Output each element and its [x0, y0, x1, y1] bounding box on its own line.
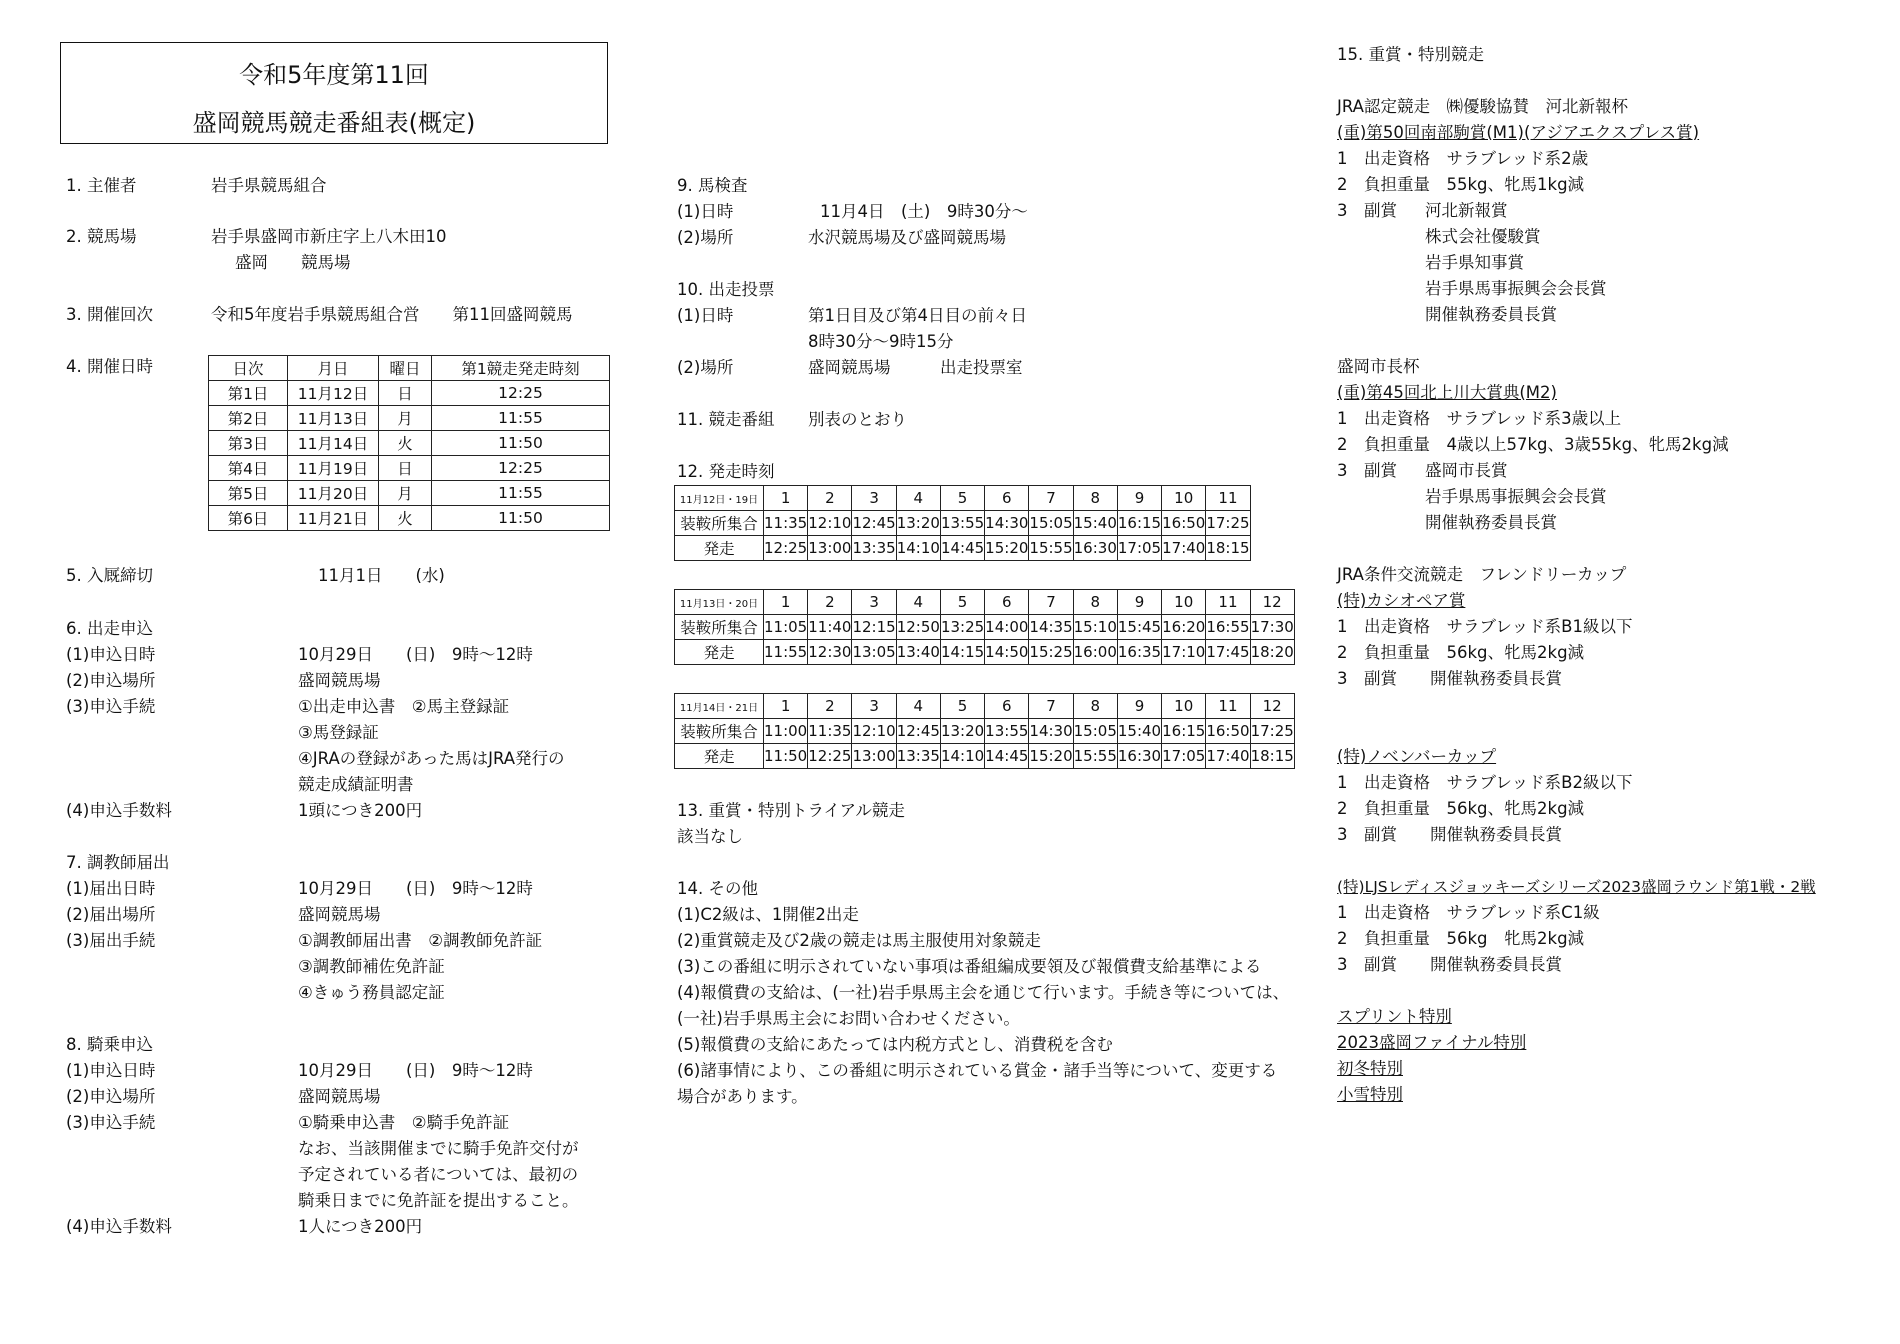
race-number: 1: [764, 486, 808, 511]
race-number: 11: [1206, 694, 1250, 719]
section-8-r3-value-3: 予定されている者については、最初の: [298, 1165, 579, 1184]
section-8-label: 8. 騎乗申込: [66, 1035, 153, 1054]
race-number: 9: [1117, 694, 1161, 719]
schedule-cell: 11月19日: [288, 456, 379, 481]
race-number: 6: [985, 590, 1029, 615]
start-time: 13:00: [808, 536, 852, 561]
gather-time: 12:10: [808, 511, 852, 536]
section-8-r3-value-1: ①騎乗申込書 ②騎手免許証: [298, 1113, 510, 1132]
race-number: 5: [940, 486, 984, 511]
start-time: 15:20: [985, 536, 1029, 561]
race-3-qualification: 1 出走資格 サラブレッド系B1級以下: [1337, 617, 1633, 636]
section-6-r1-label: (1)申込日時: [66, 645, 156, 664]
race-2-name: (重)第45回北上川大賞典(M2): [1337, 383, 1557, 402]
section-13-value: 該当なし: [677, 827, 743, 846]
section-6-r3-value-2: ③馬登録証: [298, 723, 379, 742]
section-7-label: 7. 調教師届出: [66, 853, 170, 872]
section-7-r1-value: 10月29日 (日) 9時～12時: [298, 879, 533, 898]
schedule-cell: 11:50: [432, 506, 610, 531]
gather-time: 12:50: [896, 615, 940, 640]
race-4-prize: 3 副賞 開催執務委員長賞: [1337, 825, 1562, 844]
gather-time-row: [675, 719, 1295, 744]
gather-time: 11:35: [764, 511, 808, 536]
section-3-label: 3. 開催回次: [66, 305, 153, 324]
section-9-label: 9. 馬検査: [677, 176, 748, 195]
gather-time: 15:45: [1117, 615, 1161, 640]
gather-time: 14:00: [985, 615, 1029, 640]
gather-time: 15:10: [1073, 615, 1117, 640]
gather-time: 11:40: [808, 615, 852, 640]
schedule-table: [208, 355, 610, 531]
schedule-row: [209, 481, 610, 506]
race-3-name: (特)カシオペア賞: [1337, 591, 1466, 610]
race-1-prize-5: 開催執務委員長賞: [1425, 305, 1557, 324]
schedule-cell: 11:55: [432, 406, 610, 431]
section-6-r1-value: 10月29日 (日) 9時～12時: [298, 645, 533, 664]
gather-time: 14:30: [985, 511, 1029, 536]
schedule-cell: 火: [379, 506, 432, 531]
race-2-prize-2: 岩手県馬事振興会会長賞: [1425, 487, 1607, 506]
section-14-line-4: (4)報償費の支給は、(一社)岩手県馬主会を通じて行います。手続き等については、: [677, 983, 1290, 1002]
start-time: 18:15: [1206, 536, 1250, 561]
section-5-label: 5. 入厩締切: [66, 566, 153, 585]
race-number: 10: [1162, 486, 1206, 511]
schedule-cell: 第4日: [209, 456, 288, 481]
schedule-cell: 12:25: [432, 381, 610, 406]
gather-label: 装鞍所集合: [675, 719, 764, 744]
gather-time: 14:35: [1029, 615, 1073, 640]
gather-time: 16:15: [1162, 719, 1206, 744]
race-number: 6: [985, 694, 1029, 719]
section-10-r2-value: 盛岡競馬場 出走投票室: [808, 358, 1023, 377]
start-time: 12:25: [808, 744, 852, 769]
gather-time: 16:50: [1162, 511, 1206, 536]
race-5-qualification: 1 出走資格 サラブレッド系C1級: [1337, 903, 1600, 922]
schedule-header-row: [209, 356, 610, 381]
special-race: 小雪特別: [1337, 1085, 1403, 1104]
race-number: 3: [852, 694, 896, 719]
schedule-cell: 11月12日: [288, 381, 379, 406]
schedule-row: [209, 456, 610, 481]
section-8-r3-value-4: 騎乗日までに免許証を提出すること。: [298, 1191, 579, 1210]
gather-time: 12:10: [852, 719, 896, 744]
race-1-prize-2: 株式会社優駿賞: [1425, 227, 1541, 246]
start-time: 14:45: [985, 744, 1029, 769]
start-time: 11:50: [764, 744, 808, 769]
title-box: [60, 42, 608, 144]
race-number: 8: [1073, 590, 1117, 615]
title-line-1: 令和5年度第11回: [239, 61, 429, 89]
gather-time: 13:55: [985, 719, 1029, 744]
race-number: 1: [764, 694, 808, 719]
section-6-r4-label: (4)申込手数料: [66, 801, 172, 820]
start-time: 16:30: [1073, 536, 1117, 561]
schedule-cell: 11月14日: [288, 431, 379, 456]
gather-time: 11:00: [764, 719, 808, 744]
race-number: 10: [1162, 590, 1206, 615]
schedule-cell: 月: [379, 481, 432, 506]
section-10-r2-label: (2)場所: [677, 358, 734, 377]
schedule-cell: 11月20日: [288, 481, 379, 506]
gather-time: 12:45: [896, 719, 940, 744]
section-2-label: 2. 競馬場: [66, 227, 137, 246]
section-10-label: 10. 出走投票: [677, 280, 775, 299]
schedule-cell: 第1日: [209, 381, 288, 406]
section-6-r2-value: 盛岡競馬場: [298, 671, 381, 690]
race-1-prize-3: 岩手県知事賞: [1425, 253, 1524, 272]
race-number: 11: [1206, 486, 1250, 511]
schedule-cell: 11:55: [432, 481, 610, 506]
race-number-row: [675, 590, 1295, 615]
section-6-label: 6. 出走申込: [66, 619, 153, 638]
race-3-weight: 2 負担重量 56kg、牝馬2kg減: [1337, 643, 1585, 662]
schedule-cell: 火: [379, 431, 432, 456]
section-6-r3-value-1: ①出走申込書 ②馬主登録証: [298, 697, 510, 716]
section-7-r3-value-1: ①調教師届出書 ②調教師免許証: [298, 931, 543, 950]
race-5-weight: 2 負担重量 56kg 牝馬2kg減: [1337, 929, 1585, 948]
start-time: 16:35: [1117, 640, 1161, 665]
start-time: 17:45: [1206, 640, 1250, 665]
start-time: 15:20: [1029, 744, 1073, 769]
race-number: 7: [1029, 694, 1073, 719]
start-time: 14:45: [940, 536, 984, 561]
section-5-value: 11月1日 (水): [318, 566, 445, 585]
race-number: 7: [1029, 590, 1073, 615]
section-2-value-2: 盛岡 競馬場: [235, 253, 351, 272]
gather-time: 11:35: [808, 719, 852, 744]
start-time: 18:15: [1250, 744, 1294, 769]
start-time: 15:55: [1073, 744, 1117, 769]
gather-time: 13:55: [940, 511, 984, 536]
race-1-qualification: 1 出走資格 サラブレッド系2歳: [1337, 149, 1589, 168]
section-7-r2-label: (2)届出場所: [66, 905, 156, 924]
start-time-row: [675, 744, 1295, 769]
race-number: 10: [1162, 694, 1206, 719]
start-time: 13:35: [896, 744, 940, 769]
section-7-r2-value: 盛岡競馬場: [298, 905, 381, 924]
section-14-line-5: (一社)岩手県馬主会にお問い合わせください。: [677, 1009, 1020, 1028]
section-6-r3-label: (3)申込手続: [66, 697, 156, 716]
race-number-row: [675, 694, 1295, 719]
schedule-cell: 第3日: [209, 431, 288, 456]
race-time-table-3: [674, 693, 1295, 769]
race-number: 1: [764, 590, 808, 615]
race-number: 5: [940, 694, 984, 719]
start-label: 発走: [675, 640, 764, 665]
race-number-row: [675, 486, 1251, 511]
start-time: 15:55: [1029, 536, 1073, 561]
gather-time: 13:20: [896, 511, 940, 536]
schedule-cell: 第6日: [209, 506, 288, 531]
race-number: 4: [896, 694, 940, 719]
gather-time: 15:40: [1073, 511, 1117, 536]
schedule-row: [209, 506, 610, 531]
schedule-header-cell: 日次: [209, 356, 288, 381]
race-number: 4: [896, 590, 940, 615]
start-time: 12:25: [764, 536, 808, 561]
race-1-weight: 2 負担重量 55kg、牝馬1kg減: [1337, 175, 1585, 194]
section-6-r4-value: 1頭につき200円: [298, 801, 423, 820]
race-4-name: (特)ノベンバーカップ: [1337, 747, 1497, 766]
schedule-header-cell: 曜日: [379, 356, 432, 381]
start-time: 14:10: [896, 536, 940, 561]
race-3-prefix: JRA条件交流競走 フレンドリーカップ: [1337, 565, 1627, 584]
start-time: 17:05: [1117, 536, 1161, 561]
race-number: 8: [1073, 486, 1117, 511]
section-8-r4-label: (4)申込手数料: [66, 1217, 172, 1236]
section-1-label: 1. 主催者: [66, 176, 137, 195]
race-number: 11: [1206, 590, 1250, 615]
special-race: スプリント特別: [1337, 1007, 1452, 1026]
section-13-label: 13. 重賞・特別トライアル競走: [677, 801, 905, 820]
schedule-cell: 12:25: [432, 456, 610, 481]
section-10-r1-value-1: 第1日目及び第4日目の前々日: [808, 306, 1027, 325]
section-9-r2-value: 水沢競馬場及び盛岡競馬場: [808, 228, 1006, 247]
section-8-r3-value-2: なお、当該開催までに騎手免許交付が: [298, 1139, 579, 1158]
start-time: 18:20: [1250, 640, 1294, 665]
start-time: 17:05: [1162, 744, 1206, 769]
schedule-header-cell: 月日: [288, 356, 379, 381]
race-number: 2: [808, 694, 852, 719]
schedule-cell: 11月13日: [288, 406, 379, 431]
schedule-cell: 日: [379, 456, 432, 481]
race-time-table-2: [674, 589, 1295, 665]
gather-time: 15:40: [1117, 719, 1161, 744]
race-number: 9: [1117, 486, 1161, 511]
gather-time: 12:15: [852, 615, 896, 640]
schedule-cell: 日: [379, 381, 432, 406]
section-9-r1-label: (1)日時: [677, 202, 734, 221]
gather-time: 16:50: [1206, 719, 1250, 744]
gather-time-row: [675, 615, 1295, 640]
start-time: 17:40: [1206, 744, 1250, 769]
race-number: 6: [985, 486, 1029, 511]
section-14-line-8: 場合があります。: [677, 1087, 808, 1106]
gather-time: 17:25: [1250, 719, 1294, 744]
start-label: 発走: [675, 536, 764, 561]
gather-time: 16:20: [1162, 615, 1206, 640]
race-1-name: (重)第50回南部駒賞(M1)(アジアエクスプレス賞): [1337, 123, 1700, 142]
section-3-value: 令和5年度岩手県競馬組合営 第11回盛岡競馬: [211, 305, 573, 324]
race-2-weight: 2 負担重量 4歳以上57kg、3歳55kg、牝馬2kg減: [1337, 435, 1729, 454]
gather-label: 装鞍所集合: [675, 511, 764, 536]
start-time: 15:25: [1029, 640, 1073, 665]
section-6-r2-label: (2)申込場所: [66, 671, 156, 690]
race-1-prize-4: 岩手県馬事振興会会長賞: [1425, 279, 1607, 298]
start-time: 12:30: [808, 640, 852, 665]
race-3-prize: 3 副賞 開催執務委員長賞: [1337, 669, 1562, 688]
gather-time: 15:05: [1073, 719, 1117, 744]
section-8-r1-value: 10月29日 (日) 9時～12時: [298, 1061, 533, 1080]
start-label: 発走: [675, 744, 764, 769]
special-race: 2023盛岡ファイナル特別: [1337, 1033, 1527, 1052]
section-14-line-7: (6)諸事情により、この番組に明示されている賞金・諸手当等について、変更する: [677, 1061, 1278, 1080]
start-time: 13:00: [852, 744, 896, 769]
section-7-r3-value-3: ④きゅう務員認定証: [298, 983, 445, 1002]
race-4-weight: 2 負担重量 56kg、牝馬2kg減: [1337, 799, 1585, 818]
gather-label: 装鞍所集合: [675, 615, 764, 640]
race-number: 12: [1250, 694, 1294, 719]
section-14-line-1: (1)C2級は、1開催2出走: [677, 905, 859, 924]
gather-time: 17:30: [1250, 615, 1294, 640]
section-7-r3-value-2: ③調教師補佐免許証: [298, 957, 445, 976]
race-number: 4: [896, 486, 940, 511]
section-14-line-2: (2)重賞競走及び2歳の競走は馬主服使用対象競走: [677, 931, 1041, 950]
start-time: 13:40: [896, 640, 940, 665]
race-number: 2: [808, 590, 852, 615]
section-8-r2-label: (2)申込場所: [66, 1087, 156, 1106]
race-number: 2: [808, 486, 852, 511]
start-time-row: [675, 536, 1251, 561]
race-2-qualification: 1 出走資格 サラブレッド系3歳以上: [1337, 409, 1622, 428]
section-8-r4-value: 1人につき200円: [298, 1217, 423, 1236]
race-5-name: (特)LJSレディスジョッキーズシリーズ2023盛岡ラウンド第1戦・2戦: [1337, 878, 1816, 896]
section-8-r2-value: 盛岡競馬場: [298, 1087, 381, 1106]
race-table-date: 11月14日・21日: [675, 694, 764, 719]
section-9-r1-value: 11月4日 (土) 9時30分～: [820, 202, 1028, 221]
race-number: 12: [1250, 590, 1294, 615]
gather-time: 15:05: [1029, 511, 1073, 536]
special-race: 初冬特別: [1337, 1059, 1403, 1078]
schedule-cell: 第5日: [209, 481, 288, 506]
section-14-line-3: (3)この番組に明示されていない事項は番組編成要領及び報償費支給基準による: [677, 957, 1262, 976]
gather-time: 14:30: [1029, 719, 1073, 744]
section-8-r1-label: (1)申込日時: [66, 1061, 156, 1080]
section-7-r1-label: (1)届出日時: [66, 879, 156, 898]
section-4-label: 4. 開催日時: [66, 357, 153, 376]
section-7-r3-label: (3)届出手続: [66, 931, 156, 950]
schedule-cell: 11:50: [432, 431, 610, 456]
race-5-prize: 3 副賞 開催執務委員長賞: [1337, 955, 1562, 974]
start-time: 17:10: [1162, 640, 1206, 665]
section-2-value-1: 岩手県盛岡市新庄字上八木田10: [211, 227, 447, 246]
start-time: 14:50: [985, 640, 1029, 665]
schedule-header-cell: 第1競走発走時刻: [432, 356, 610, 381]
schedule-cell: 第2日: [209, 406, 288, 431]
start-time: 13:05: [852, 640, 896, 665]
section-11-value: 別表のとおり: [808, 410, 907, 429]
race-2-prize-1: 盛岡市長賞: [1425, 461, 1508, 480]
schedule-cell: 11月21日: [288, 506, 379, 531]
section-15-label: 15. 重賞・特別競走: [1337, 45, 1484, 64]
race-2-prize-label: 3 副賞: [1337, 461, 1397, 480]
section-14-line-6: (5)報償費の支給にあたっては内税方式とし、消費税を含む: [677, 1035, 1113, 1054]
gather-time: 11:05: [764, 615, 808, 640]
race-1-prefix: JRA認定競走 ㈱優駿協賛 河北新報杯: [1337, 97, 1628, 116]
gather-time: 12:45: [852, 511, 896, 536]
start-time: 11:55: [764, 640, 808, 665]
schedule-row: [209, 431, 610, 456]
race-number: 9: [1117, 590, 1161, 615]
gather-time: 16:15: [1117, 511, 1161, 536]
gather-time: 17:25: [1206, 511, 1250, 536]
race-number: 5: [940, 590, 984, 615]
gather-time: 13:20: [940, 719, 984, 744]
gather-time: 16:55: [1206, 615, 1250, 640]
start-time-row: [675, 640, 1295, 665]
section-6-r3-value-4: 競走成績証明書: [298, 775, 414, 794]
schedule-row: [209, 381, 610, 406]
start-time: 14:15: [940, 640, 984, 665]
schedule-row: [209, 406, 610, 431]
start-time: 13:35: [852, 536, 896, 561]
gather-time-row: [675, 511, 1251, 536]
start-time: 16:30: [1117, 744, 1161, 769]
start-time: 14:10: [940, 744, 984, 769]
title-line-2: 盛岡競馬競走番組表(概定): [192, 109, 476, 137]
start-time: 16:00: [1073, 640, 1117, 665]
section-14-label: 14. その他: [677, 879, 758, 898]
race-number: 3: [852, 486, 896, 511]
race-1-prize-label: 3 副賞: [1337, 201, 1397, 220]
section-1-value: 岩手県競馬組合: [211, 176, 327, 195]
race-4-qualification: 1 出走資格 サラブレッド系B2級以下: [1337, 773, 1633, 792]
section-9-r2-label: (2)場所: [677, 228, 734, 247]
race-number: 8: [1073, 694, 1117, 719]
gather-time: 13:25: [940, 615, 984, 640]
race-table-date: 11月13日・20日: [675, 590, 764, 615]
section-12-label: 12. 発走時刻: [677, 462, 775, 481]
race-table-date: 11月12日・19日: [675, 486, 764, 511]
race-1-prize-1: 河北新報賞: [1425, 201, 1508, 220]
section-10-r1-label: (1)日時: [677, 306, 734, 325]
section-11-label: 11. 競走番組: [677, 410, 775, 429]
race-time-table-1: [674, 485, 1251, 561]
race-2-prize-3: 開催執務委員長賞: [1425, 513, 1557, 532]
section-10-r1-value-2: 8時30分～9時15分: [808, 332, 954, 351]
section-6-r3-value-3: ④JRAの登録があった馬はJRA発行の: [298, 749, 565, 768]
race-number: 7: [1029, 486, 1073, 511]
schedule-cell: 月: [379, 406, 432, 431]
race-2-prefix: 盛岡市長杯: [1337, 357, 1420, 376]
section-8-r3-label: (3)申込手続: [66, 1113, 156, 1132]
race-number: 3: [852, 590, 896, 615]
start-time: 17:40: [1162, 536, 1206, 561]
